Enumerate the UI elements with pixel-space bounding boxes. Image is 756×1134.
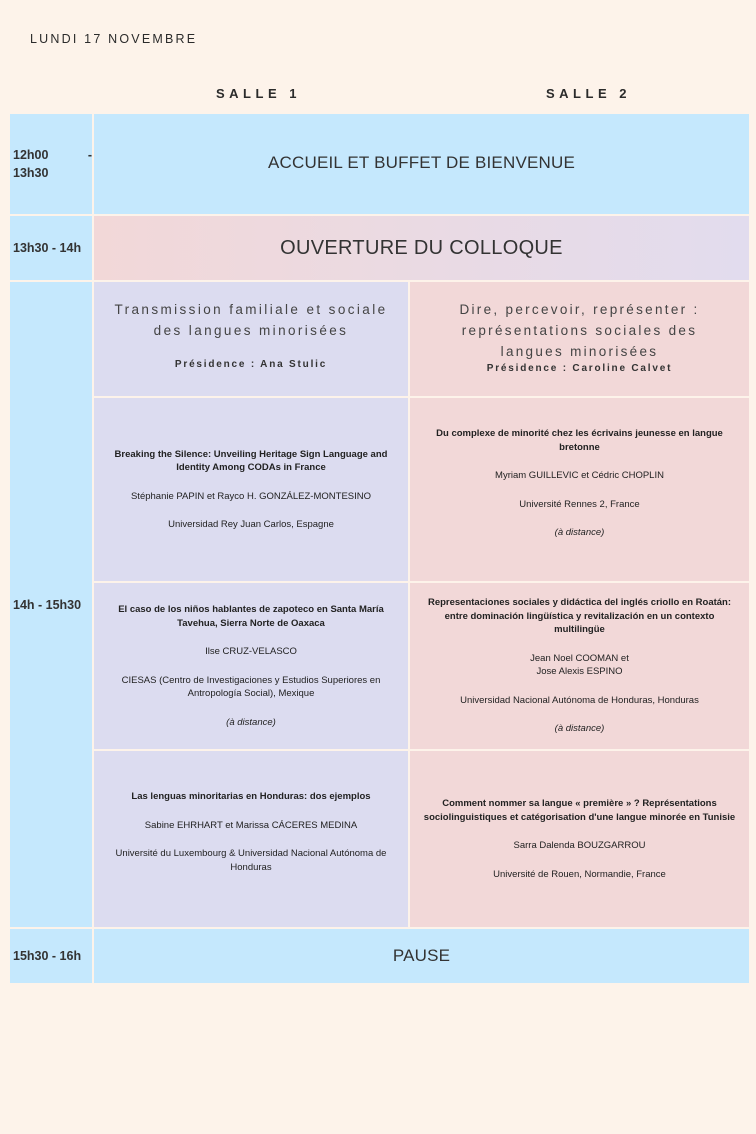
session-room2-chair: Présidence : Caroline Calvet [486,363,673,374]
welcome-cell [94,114,749,214]
talk-authors: Ilse CRUZ-VELASCO [205,646,297,657]
talk-authors-line1: Jean Noel COOMAN et [530,652,629,664]
opening-label: OUVERTURE DU COLLOQUE [280,236,563,259]
talk-room2-1 [410,398,749,581]
talk-title: Representaciones sociales y didáctica del inglés criollo en Roatán: entre dominación lingüística y revitalización en un contexto multilingüe [427,597,732,636]
talk-affiliation: Université Rennes 2, France [519,498,640,510]
talk-affiliation: CIESAS (Centro de Investigaciones y Estudios Superiores en Antropología Social), Mexique [121,674,381,699]
opening-time-cell [10,216,92,280]
talk-affiliation: Université de Rouen, Normandie, France [493,868,666,880]
pause-time-cell [10,929,92,983]
session-room1-header [94,282,408,396]
talk-title: Breaking the Silence: Unveiling Heritage Sign Language and Identity Among CODAs in France [114,448,388,473]
talk-remote-note: (à distance) [554,723,605,735]
session-room2-header [410,282,749,396]
talk-affiliation: Universidad Rey Juan Carlos, Espagne [168,519,334,530]
welcome-time-cell [10,114,92,214]
talk-title: Du complexe de minorité chez les écrivains jeunesse en langue bretonne [436,428,723,453]
session-time-cell [10,282,92,927]
talk-affiliation: Université du Luxembourg & Universidad Nacional Autónoma de Honduras [115,848,387,873]
room-2-header: SALLE 2 [546,86,631,101]
pause-time: 15h30 - 16h [13,949,82,963]
session-room1-chair: Présidence : Ana Stulic [174,359,328,370]
talk-affiliation: Universidad Nacional Autónoma de Honduras, Honduras [460,694,699,706]
room-1-header: SALLE 1 [216,86,301,101]
opening-time: 13h30 - 14h [13,241,82,255]
talk-title: Las lenguas minoritarias en Honduras: dos ejemplos [131,791,371,802]
session-room2-title: Dire, percevoir, représenter : représentations sociales des langues minorisées [459,302,700,359]
talk-room2-3 [410,751,749,927]
talk-authors-line2: Jose Alexis ESPINO [536,666,623,678]
talk-title: Comment nommer sa langue « première » ? Représentations sociolinguistiques et catégorisation d'une langue minorée en Tunisie [423,798,736,823]
welcome-label: ACCUEIL ET BUFFET DE BIENVENUE [267,153,576,172]
talk-room1-3 [94,751,408,927]
welcome-time-start: 12h00 [13,148,49,162]
pause-label: PAUSE [392,946,451,965]
session-room1-title: Transmission familiale et sociale des langues minorisées [114,302,388,338]
talk-authors: Sarra Dalenda BOUZGARROU [513,840,646,851]
talk-room1-1 [94,398,408,581]
talk-room2-2 [410,583,749,749]
talk-title: El caso de los niños hablantes de zapoteco en Santa María Tavehua, Sierra Norte de Oaxaca [118,604,384,629]
pause-cell [94,929,749,983]
session-time: 14h - 15h30 [13,597,82,612]
talk-authors: Stéphanie PAPIN et Rayco H. GONZÁLEZ-MONTESINO [130,490,372,502]
welcome-time-dash: - [87,148,92,162]
talk-remote-note: (à distance) [226,716,276,728]
date-heading: LUNDI 17 NOVEMBRE [30,32,198,46]
welcome-time-end: 13h30 [13,166,49,180]
talk-authors: Sabine EHRHART et Marissa CÁCERES MEDINA [144,819,358,831]
talk-authors: Myriam GUILLEVIC et Cédric CHOPLIN [495,470,664,482]
opening-cell [94,216,749,280]
talk-remote-note: (à distance) [554,527,605,539]
talk-room1-2 [94,583,408,749]
